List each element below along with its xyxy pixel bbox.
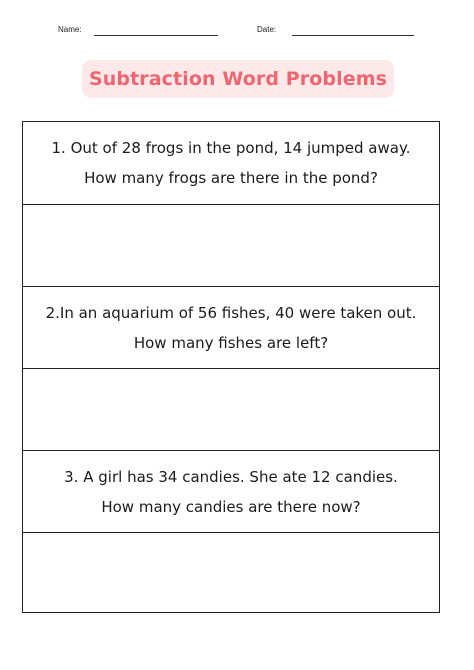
problem-3-line-1: 3. A girl has 34 candies. She ate 12 candies. <box>64 467 398 486</box>
title-banner <box>82 60 394 98</box>
problem-3-answer-box[interactable] <box>23 532 439 612</box>
problem-3-line-2: How many candies are there now? <box>101 497 361 516</box>
problem-2-line-1: 2.In an aquarium of 56 fishes, 40 were taken out. <box>45 303 417 322</box>
name-label: Name: <box>58 25 82 34</box>
problem-1-question <box>23 122 439 204</box>
problem-1-answer-box[interactable] <box>23 204 439 286</box>
problem-3-question <box>23 450 439 532</box>
problem-2-line-2: How many fishes are left? <box>133 333 329 352</box>
problem-2-answer-box[interactable] <box>23 368 439 450</box>
problem-2-question <box>23 286 439 368</box>
date-label: Date: <box>257 25 277 34</box>
problem-1-line-1: 1. Out of 28 frogs in the pond, 14 jumped away. <box>51 139 411 157</box>
date-field[interactable] <box>292 35 414 36</box>
header-fields <box>0 24 474 40</box>
name-field[interactable] <box>94 35 218 36</box>
problem-1-line-2: How many frogs are there in the pond? <box>84 169 378 187</box>
page-title: Subtraction Word Problems <box>88 68 387 90</box>
worksheet-table <box>22 121 440 613</box>
